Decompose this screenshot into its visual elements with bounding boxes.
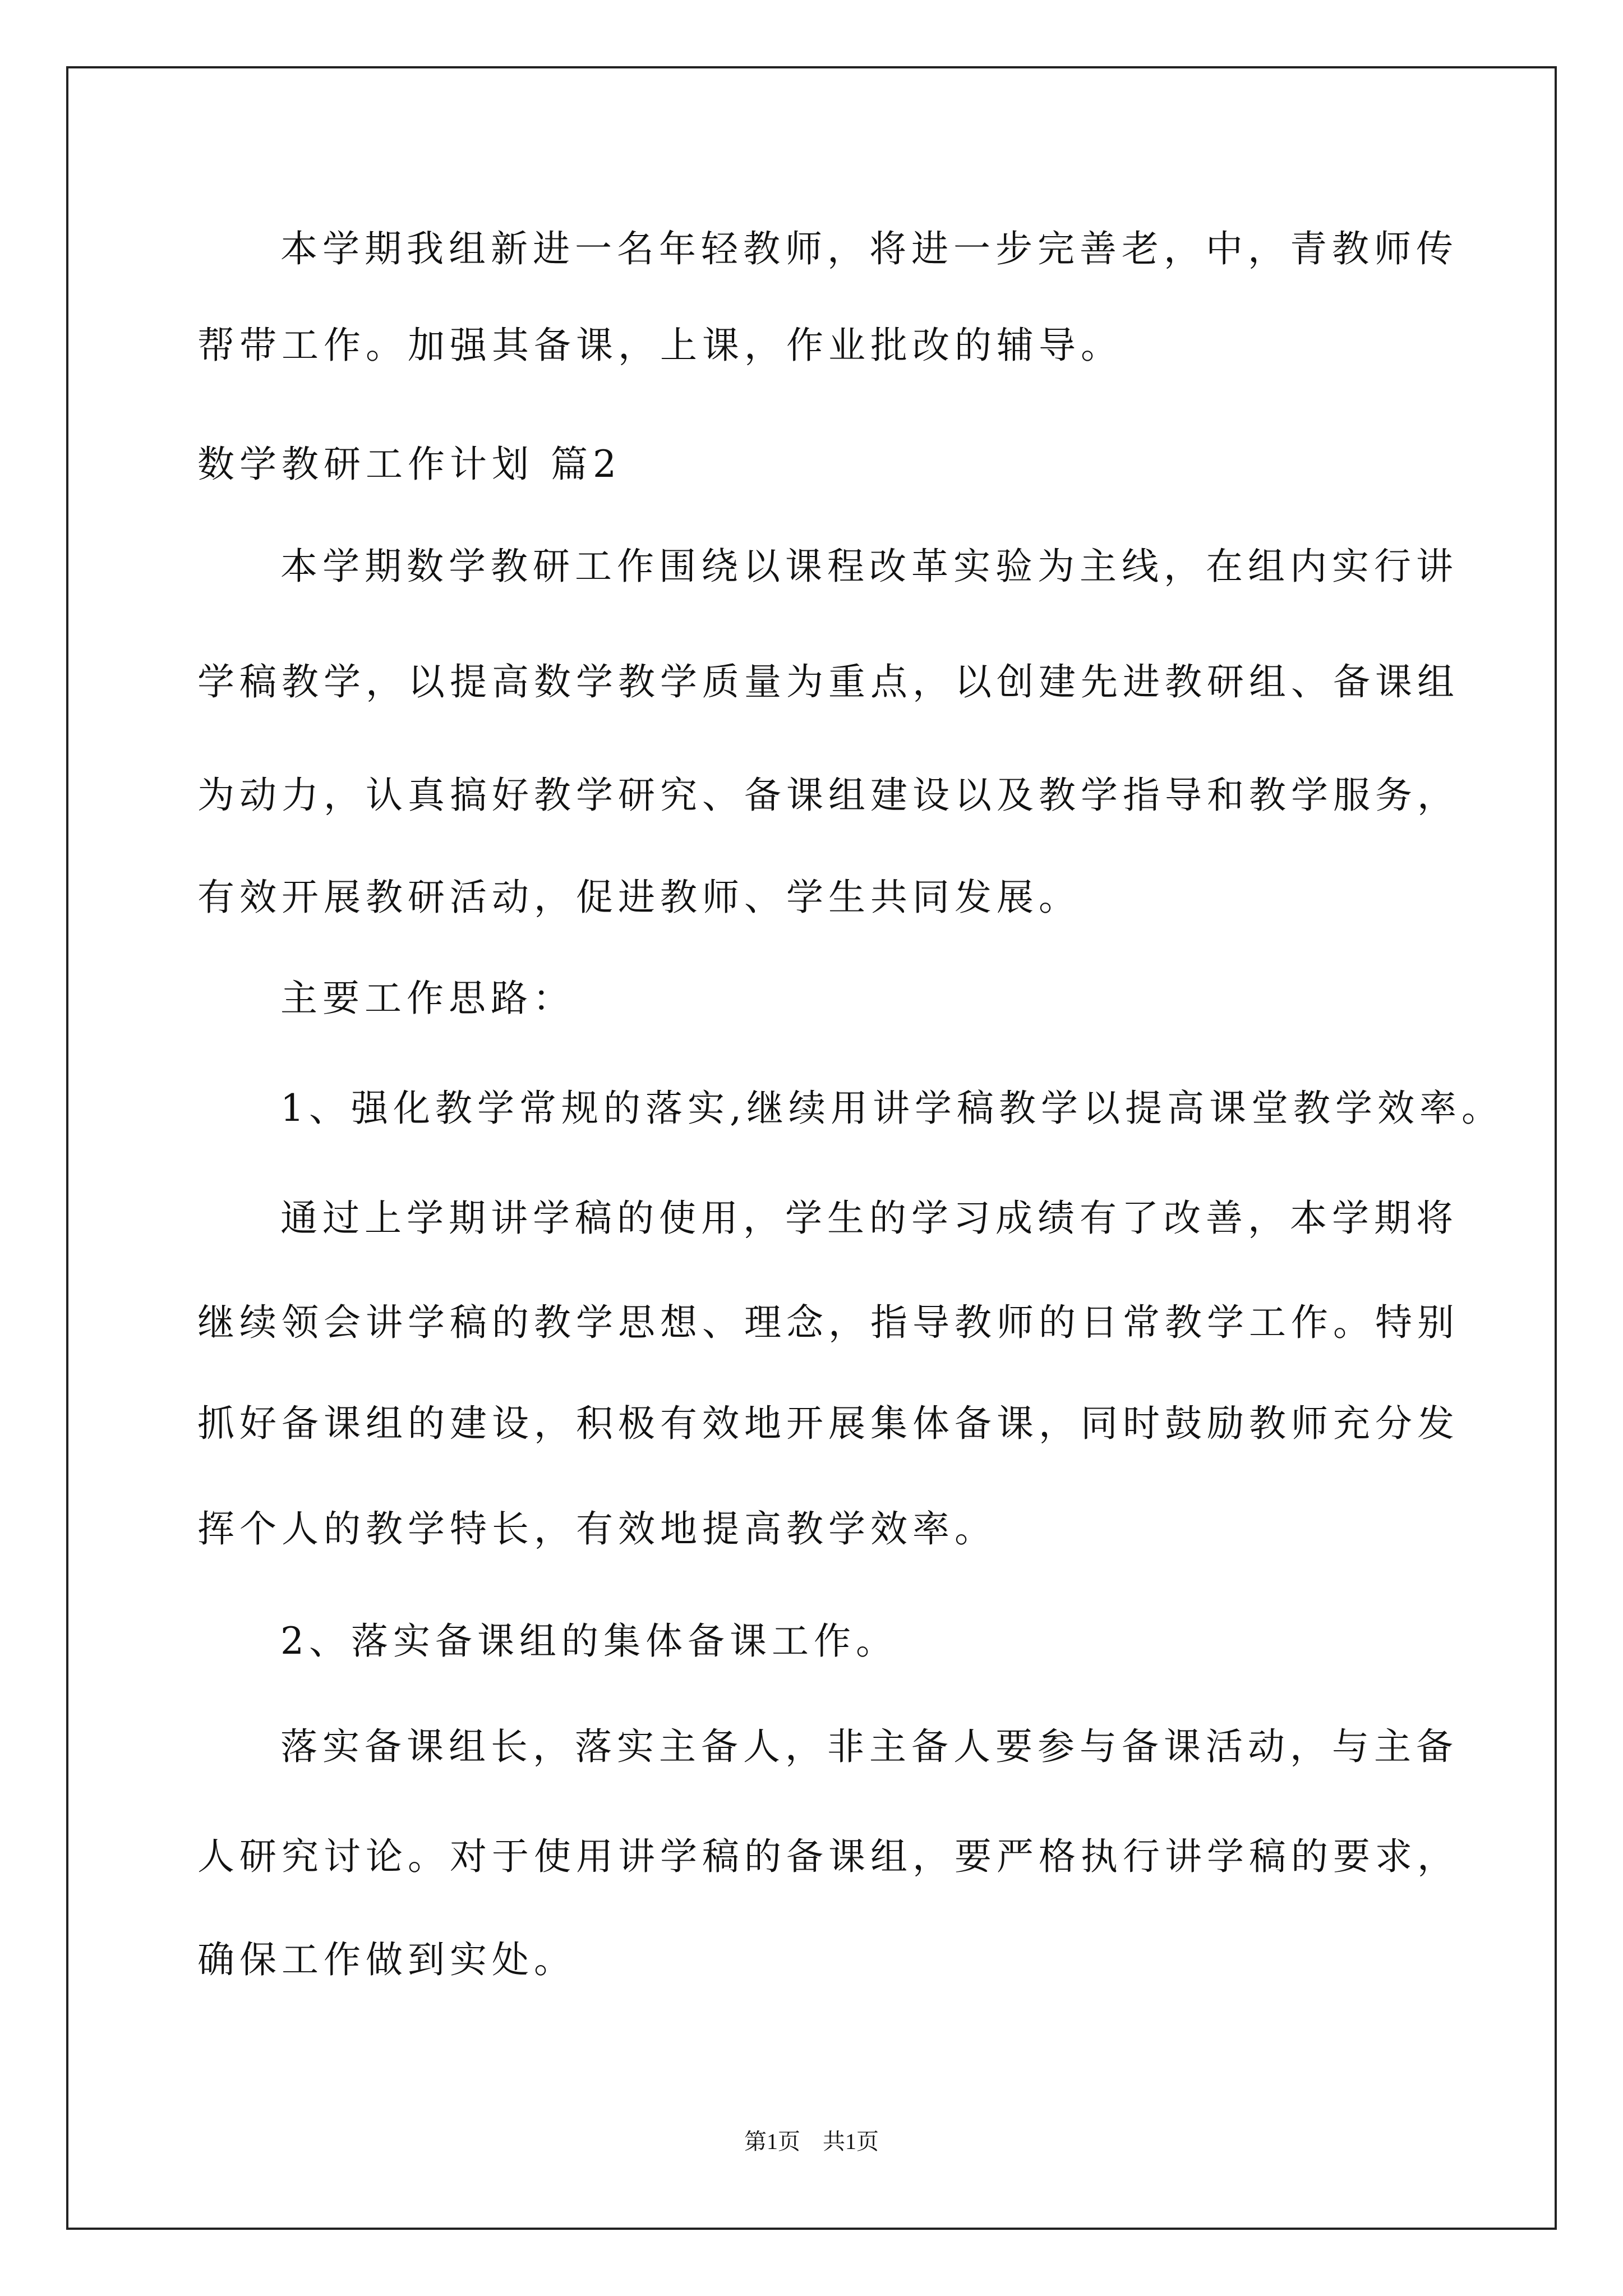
- paragraph-line: 确保工作做到实处。: [197, 1938, 576, 1981]
- paragraph-line: 挥个人的教学特长，有效地提高教学效率。: [197, 1507, 997, 1550]
- section-heading: 数学教研工作计划 篇2: [197, 443, 621, 486]
- paragraph-line: 为动力，认真搞好教学研究、备课组建设以及教学指导和教学服务，: [197, 774, 1459, 817]
- paragraph-line: 2、落实备课组的集体备课工作。: [280, 1619, 898, 1663]
- paragraph-line: 继续领会讲学稿的教学思想、理念，指导教师的日常教学工作。特别: [197, 1301, 1459, 1344]
- paragraph-line: 学稿教学，以提高数学教学质量为重点，以创建先进教研组、备课组: [197, 660, 1459, 703]
- paragraph-line: 本学期我组新进一名年轻教师，将进一步完善老，中，青教师传: [280, 227, 1458, 270]
- paragraph-line: 落实备课组长，落实主备人，非主备人要参与备课活动，与主备: [280, 1725, 1458, 1768]
- paragraph-line: 本学期数学教研工作围绕以课程改革实验为主线，在组内实行讲: [280, 545, 1458, 588]
- paragraph-line: 人研究讨论。对于使用讲学稿的备课组，要严格执行讲学稿的要求，: [197, 1835, 1459, 1878]
- paragraph-line: 主要工作思路：: [280, 977, 575, 1020]
- paragraph-line: 有效开展教研活动，促进教师、学生共同发展。: [197, 876, 1081, 919]
- paragraph-line: 通过上学期讲学稿的使用，学生的学习成绩有了改善，本学期将: [280, 1197, 1458, 1240]
- page-number-footer: 第1页 共1页: [744, 2129, 879, 2154]
- page-border: [66, 66, 1557, 2230]
- paragraph-line: 帮带工作。加强其备课，上课，作业批改的辅导。: [197, 324, 1123, 367]
- paragraph-line: 抓好备课组的建设，积极有效地开展集体备课，同时鼓励教师充分发: [197, 1402, 1459, 1445]
- paragraph-line: 1、强化教学常规的落实,继续用讲学稿教学以提高课堂教学效率。: [280, 1087, 1504, 1130]
